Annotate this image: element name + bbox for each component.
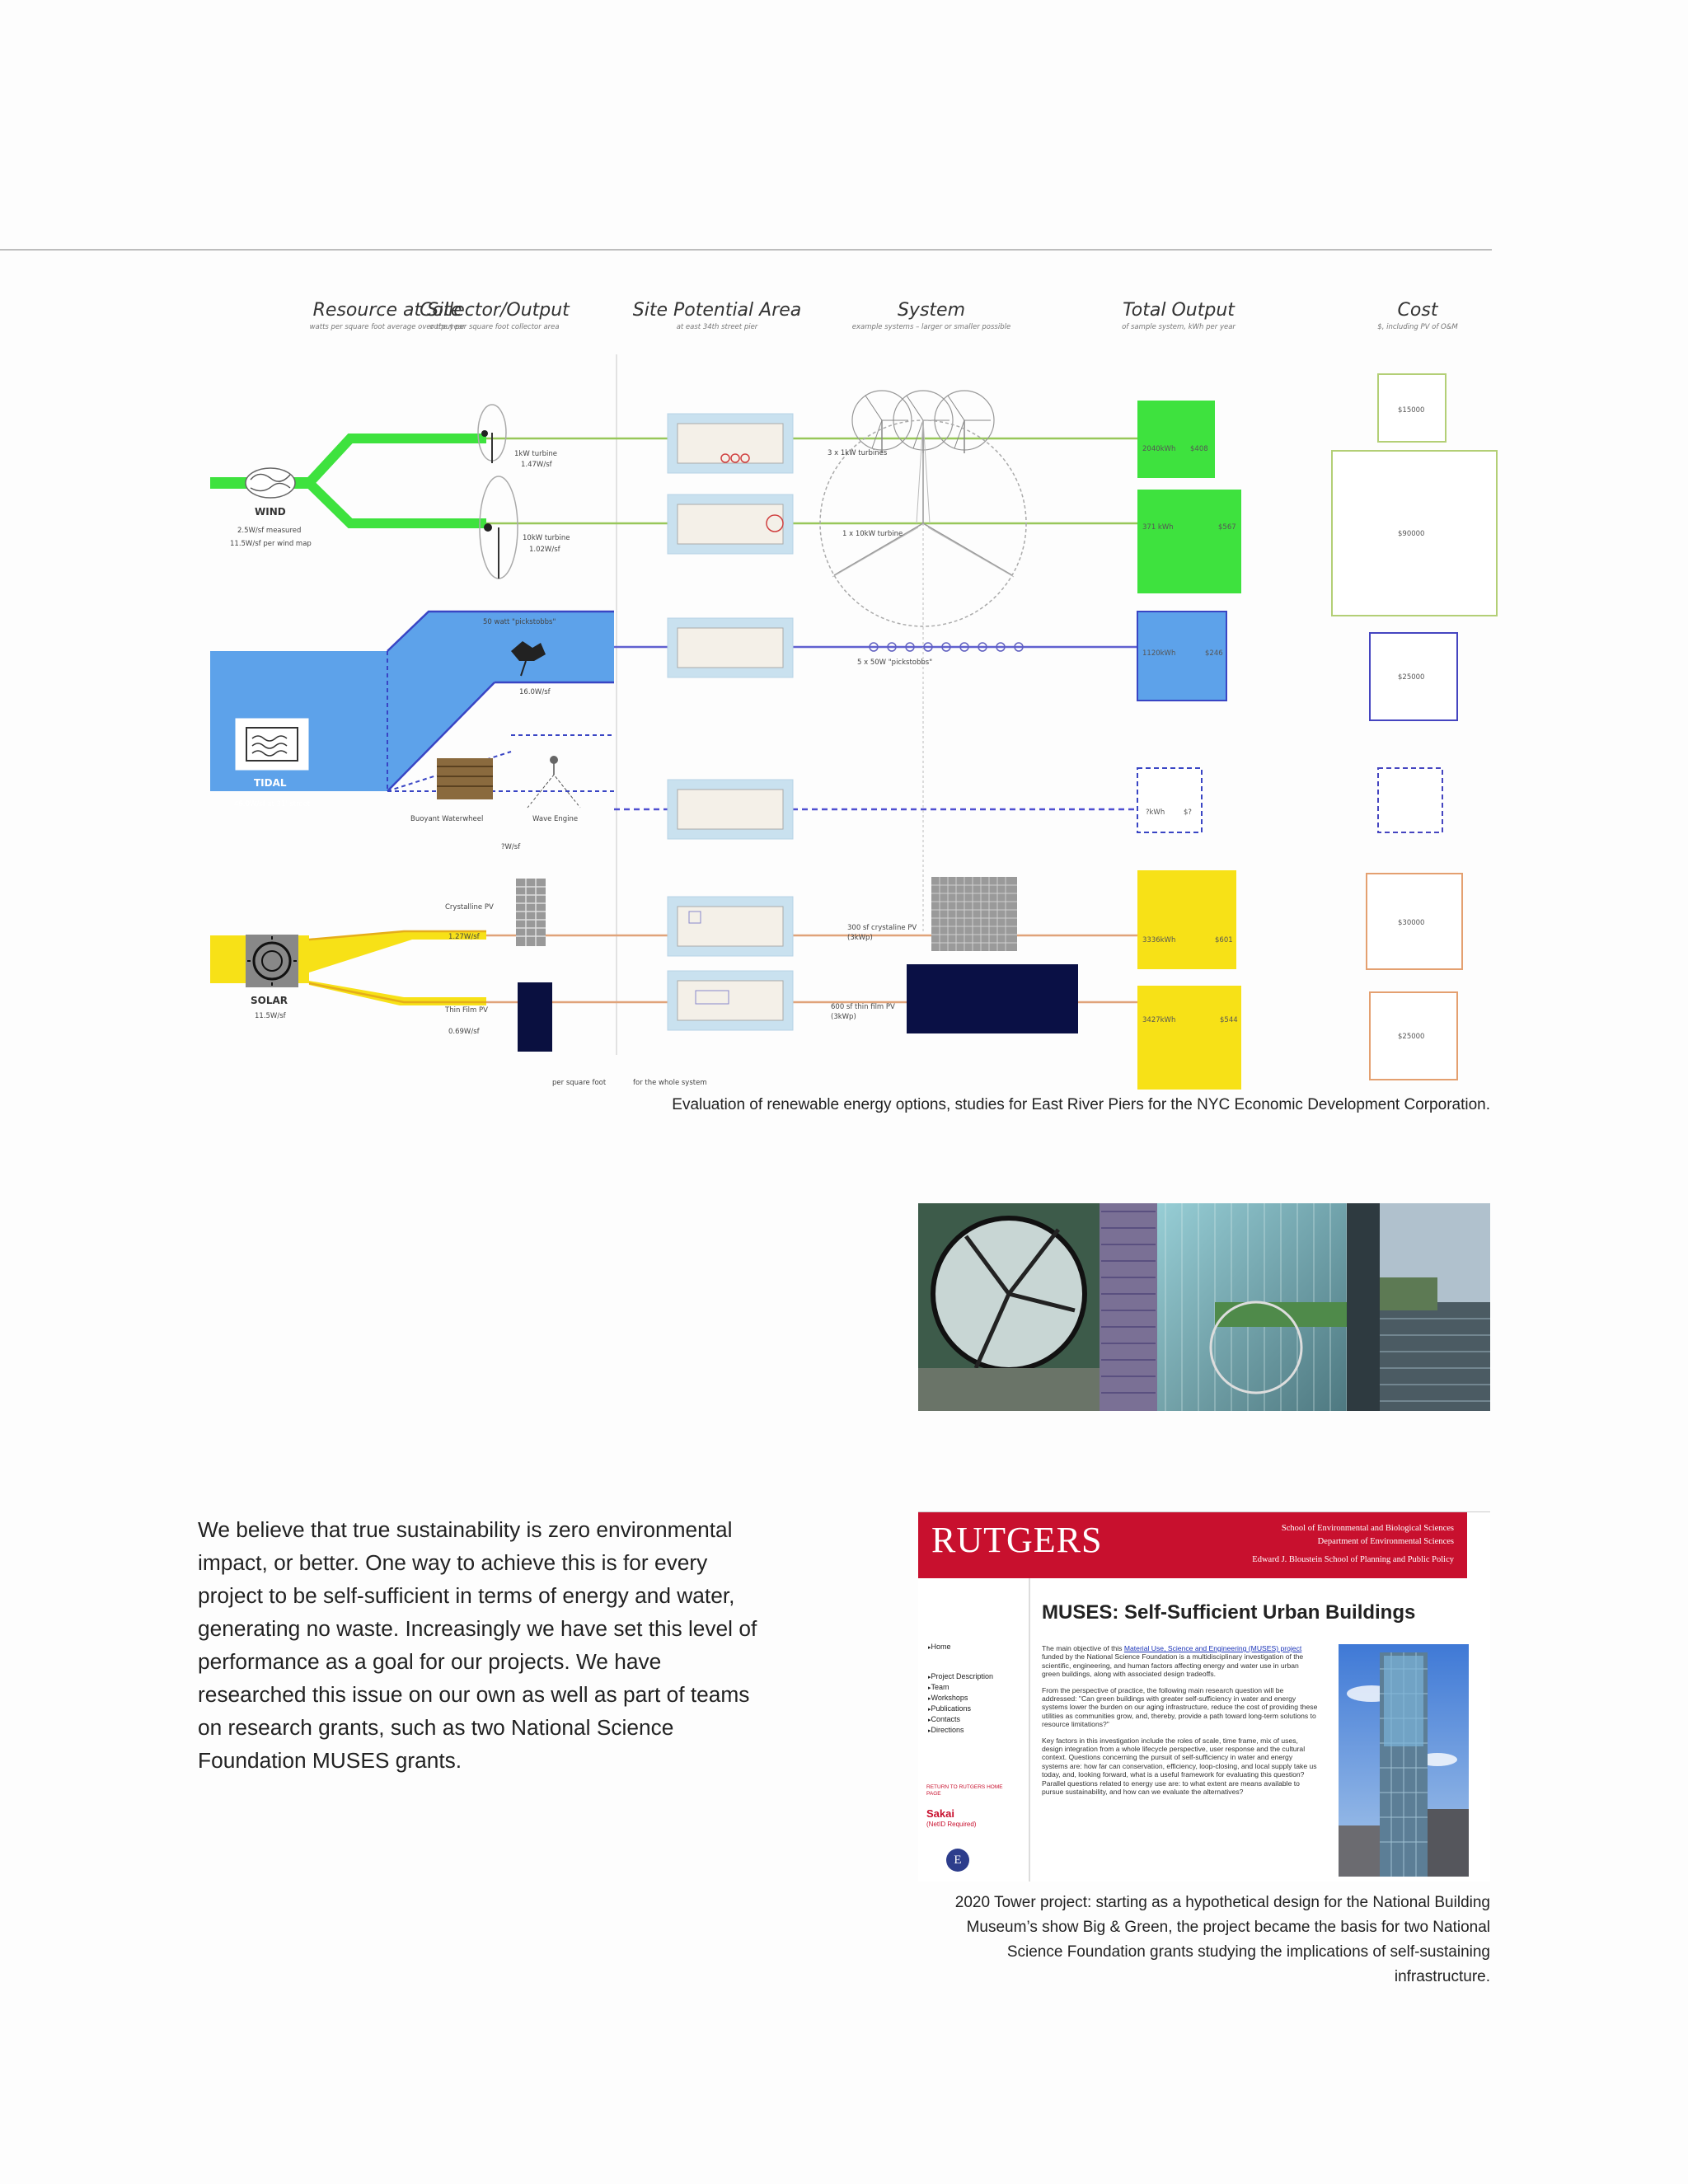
system-6-label-a: 600 sf thin film PV (831, 1003, 895, 1011)
rutgers-department-name: Department of Environmental Sciences (1317, 1537, 1454, 1546)
renewable-energy-diagram (165, 288, 1508, 1092)
col-subheader-cost: $, including PV of O&M (1377, 323, 1458, 331)
cost-2: $90000 (1398, 530, 1425, 538)
col-header-collector: Collector/Output (420, 300, 570, 321)
nav-directions[interactable]: ▸ Directions (928, 1726, 964, 1734)
system-3-label: 5 x 50W "pickstobbs" (857, 658, 933, 667)
tidal-label: TIDAL (254, 777, 287, 789)
wave-output: ?W/sf (501, 843, 521, 851)
sakai-link[interactable]: Sakai (926, 1807, 954, 1820)
e-badge-icon[interactable]: E (946, 1849, 969, 1872)
footer-per-square-foot: per square foot (552, 1079, 607, 1087)
wind-label: WIND (255, 506, 286, 518)
col-header-site-area: Site Potential Area (632, 300, 802, 321)
col-header-resource: Resource at Site (312, 300, 462, 321)
thin-film-pv-array (907, 964, 1078, 1033)
output-5-usd: $601 (1215, 936, 1233, 944)
collector-wind2-output: 1.02W/sf (529, 546, 560, 554)
collector-wind2-name: 10kW turbine (523, 534, 570, 542)
tower-thumbnail-image (1339, 1644, 1469, 1877)
col-subheader-collector: output per square foot collector area (429, 323, 560, 331)
collector-tidal1-name: 50 watt "pickstobbs" (483, 618, 556, 626)
return-to-rutgers-link[interactable]: RETURN TO RUTGERS HOME PAGE (926, 1784, 1003, 1797)
solar-resource-icon (246, 935, 298, 987)
wind-resource-icon (246, 468, 295, 498)
output-1-kwh: 2040kWh (1142, 445, 1176, 453)
sustainability-paragraph: We believe that true sustainability is zero environmental impact, or better. One way to achieve this is for every project to be self-sufficient in terms of energy and water, generating no waste. Increasingly we have set this level of performance as a goal for our projects. We have researched this issue on our own as well as part of teams on research grants, such as two National Science Foundation MUSES grants. (198, 1517, 757, 1773)
collector-wind1-name: 1kW turbine (514, 450, 558, 458)
netid-required-note: (NetID Required) (926, 1821, 977, 1828)
output-6-kwh: 3427kWh (1142, 1016, 1176, 1024)
small-turbine-icon (478, 405, 506, 463)
output-5-kwh: 3336kWh (1142, 936, 1176, 944)
output-2-usd: $567 (1218, 523, 1236, 532)
output-1-usd: $408 (1190, 445, 1208, 453)
col-header-cost: Cost (1397, 300, 1438, 321)
muses-description (1042, 1644, 1318, 1804)
large-turbine-icon (480, 476, 518, 579)
system-6-label-b: (3kWp) (831, 1013, 856, 1021)
output-6-usd: $544 (1220, 1016, 1238, 1024)
col-subheader-system: example systems – larger or smaller possible (851, 323, 1011, 331)
waterwheel-label: Buoyant Waterwheel (410, 815, 484, 823)
total-output-boxes (1137, 401, 1241, 1090)
nav-home[interactable]: ▸ Home (928, 1643, 951, 1651)
muses-paragraph-3: Key factors in this investigation include the roles of scale, time frame, mix of uses, design integration from a whole lifecycle perspective, user response and the cultural context. Questions concerning the pursuit of self-sufficiency in water and energy systems are: how far can conservation, efficiency, loop-closing, and local supply take us today, and, looking forward, what is a useful framework for evaluating this question? Parallel questions related to energy use are: to what extent are means available to pursue sustainability, and how can we evaluate the alternatives? (1042, 1736, 1317, 1797)
rutgers-header-bar (918, 1512, 1467, 1578)
site-plans (668, 414, 793, 1030)
diagram-caption: Evaluation of renewable energy options, studies for East River Piers for the NYC Economic Development Corporation. (672, 1096, 1490, 1113)
output-4-usd: $? (1184, 808, 1192, 817)
col-header-system: System (897, 300, 966, 321)
collector-pv1-name: Crystalline PV (445, 903, 494, 912)
muses-paragraph-2: From the perspective of practice, the following main research question will be addressed: "Can green buildings with greater self-sufficiency in water and energy systems lower the burden on our aging infrastructure, reduce the cost of providing these utilities as communities grow, and, thereby, provide a path toward long-term solutions to resource limitations?" (1042, 1685, 1318, 1729)
top-divider-rule (0, 249, 1492, 251)
output-3-kwh: 1120kWh (1142, 649, 1176, 658)
cost-1: $15000 (1398, 406, 1425, 415)
footer-whole-system: for the whole system (633, 1079, 707, 1087)
tidal-measure: 46.0W/sf at 31' street (234, 800, 311, 808)
nav-contacts[interactable]: ▸ Contacts (928, 1715, 960, 1723)
rutgers-muses-webpage-screenshot (918, 1511, 1490, 1882)
system-2-label: 1 x 10kW turbine (842, 530, 903, 538)
collector-wind1-output: 1.47W/sf (521, 461, 552, 469)
collector-pv2-name: Thin Film PV (445, 1006, 488, 1015)
tower-rendering-image (918, 1203, 1490, 1411)
wave-engine-icon (528, 756, 580, 808)
system-5-label-b: (3kWp) (847, 934, 873, 942)
output-4-kwh: ?kWh (1146, 808, 1165, 817)
solar-label: SOLAR (251, 995, 288, 1006)
nav-publications[interactable]: ▸ Publications (928, 1704, 971, 1713)
col-header-total-output: Total Output (1123, 300, 1235, 321)
waterwheel-icon (437, 758, 493, 799)
col-subheader-resource: watts per square foot average over the year (309, 323, 466, 331)
col-subheader-total-output: of sample system, kWh per year (1122, 323, 1236, 331)
cost-6: $25000 (1398, 1033, 1425, 1041)
tidal-resource-icon (236, 719, 308, 770)
rutgers-sidebar (918, 1578, 1030, 1882)
collector-pv2-output: 0.69W/sf (448, 1028, 480, 1036)
system-1-label: 3 x 1kW turbines (828, 449, 888, 457)
tower-caption: 2020 Tower project: starting as a hypothetical design for the National Building Museum’s show Big & Green, the project became the basis for two National Science Foundation grants studying the implications of self-sustaining infrastructure. (954, 1894, 1490, 1985)
nav-workshops[interactable]: ▸ Workshops (928, 1694, 968, 1702)
muses-page-title: MUSES: Self-Sufficient Urban Buildings (1042, 1601, 1416, 1624)
wind-map: 11.5W/sf per wind map (230, 540, 312, 548)
cost-3: $25000 (1398, 673, 1425, 682)
muses-project-link[interactable]: Material Use, Science and Engineering (MUSES) project (1123, 1644, 1302, 1652)
muses-paragraph-1: The main objective of this Material Use, Science and Engineering (MUSES) project funded by the National Science Foundation is a multidisciplinary investigation of the scientific, engineering, and human factors affecting energy and water use in urban green buildings, along with associated design tradeoffs. (1042, 1644, 1304, 1679)
solar-measure: 11.5W/sf (255, 1012, 286, 1020)
thin-film-pv-icon (518, 982, 552, 1052)
wind-measured: 2.5W/sf measured (237, 527, 302, 535)
energy-flow-svg (165, 288, 1508, 1092)
system-5-label-a: 300 sf crystaline PV (847, 924, 917, 932)
cost-5: $30000 (1398, 919, 1425, 927)
crystalline-pv-icon (516, 879, 546, 946)
rutgers-school-name: School of Environmental and Biological Sciences (1281, 1524, 1454, 1533)
output-2-kwh: 371 kWh (1142, 523, 1174, 532)
collector-tidal1-output: 16.0W/sf (519, 688, 551, 696)
nav-team[interactable]: ▸ Team (928, 1683, 950, 1691)
nav-project-description[interactable]: ▸ Project Description (928, 1672, 993, 1680)
output-3-usd: $246 (1205, 649, 1223, 658)
wave-engine-label: Wave Engine (532, 815, 579, 823)
cost-boxes (1332, 374, 1497, 1080)
rutgers-bloustein-name: Edward J. Bloustein School of Planning and Public Policy (1252, 1555, 1454, 1564)
crystalline-pv-array (931, 877, 1017, 951)
collector-pv1-output: 1.27W/sf (448, 933, 480, 941)
rutgers-logo: RUTGERS (931, 1520, 1103, 1560)
col-subheader-site-area: at east 34th street pier (676, 323, 758, 331)
